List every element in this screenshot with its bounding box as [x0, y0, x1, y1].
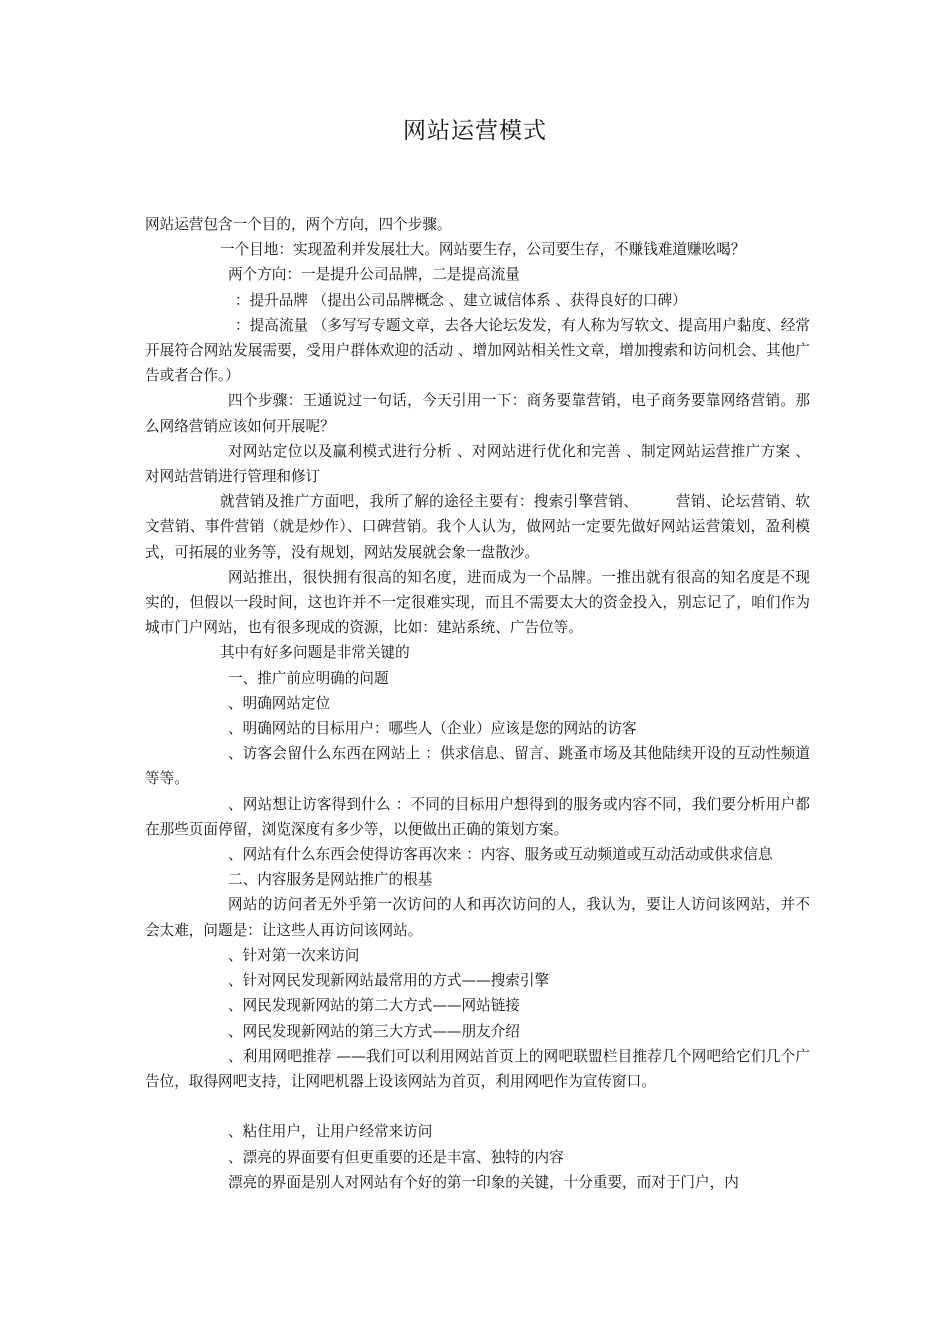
paragraph: 两个方向：一是提升公司品牌，二是提高流量	[228, 266, 520, 284]
paragraph: 、针对网民发现新网站最常用的方式——搜索引擎	[228, 972, 550, 990]
blank-line	[145, 1094, 810, 1119]
paragraph: 二、内容服务是网站推广的根基	[228, 871, 433, 889]
paragraph: 、漂亮的界面要有但更重要的还是丰富、独特的内容	[228, 1148, 564, 1166]
paragraph: 、网民发现新网站的第二大方式——网站链接	[228, 997, 520, 1015]
paragraph: 、明确网站定位	[228, 694, 331, 712]
paragraph: 一、推广前应明确的问题	[228, 669, 389, 687]
paragraph: ：提升品牌 （提出公司品牌概念 、建立诚信体系 、获得良好的口碑）	[235, 291, 687, 309]
paragraph: ：提高流量 （多写写专题文章，去各大论坛发发，有人称为写软文、提高用户黏度、经常开展符合网站发展需要，受用户群体欢迎的活动 、增加网站相关性文章，增加搜索和访问机会、其他广告或者合作。）	[145, 316, 810, 385]
paragraph: 网站推出，很快拥有很高的知名度，进而成为一个品牌。一推出就有很高的知名度是不现实的，但假以一段时间，这也许并不一定很难实现，而且不需要太大的资金投入，别忘记了，咱们作为城市门户网站，也有很多现成的资源，比如：建站系统、广告位等。	[145, 568, 810, 637]
paragraph: 、访客会留什么东西在网站上 ：供求信息、留言、跳蚤市场及其他陆续开设的互动性频道等等。	[145, 745, 810, 788]
paragraph: 网站运营包含一个目的，两个方向，四个步骤。	[145, 216, 452, 233]
document-title: 网站运营模式	[403, 118, 547, 144]
paragraph: 对网站定位以及赢利模式进行分析 、对网站进行优化和完善 、制定网站运营推广方案 、对网站营销进行管理和修订	[145, 442, 810, 486]
paragraph: 网站的访问者无外乎第一次访问的人和再次访问的人，我认为，要让人访问该网站，并不会太难，问题是：让这些人再访问该网站。	[145, 896, 810, 939]
paragraph: 、网站有什么东西会使得访客再次来 ：内容、服务或互动频道或互动活动或供求信息	[228, 846, 773, 864]
paragraph: 其中有好多问题是非常关键的	[220, 644, 410, 662]
paragraph: 一个目地：实现盈利并发展壮大。网站要生存，公司要生存，不赚钱难道赚吆喝？	[220, 241, 746, 259]
paragraph: 、网民发现新网站的第三大方式——朋友介绍	[228, 1022, 520, 1040]
paragraph: 、明确网站的目标用户：哪些人（企业）应该是您的网站的访客	[228, 720, 637, 738]
paragraph: 漂亮的界面是别人对网站有个好的第一印象的关键，十分重要，而对于门户，内	[228, 1173, 739, 1191]
paragraph: 四个步骤：王通说过一句话，今天引用一下：商务要靠营销，电子商务要靠网络营销。那么网络营销应该如何开展呢？	[145, 392, 810, 435]
paragraph: 、针对第一次来访问	[228, 946, 360, 964]
paragraph: 、粘住用户，让用户经常来访问	[228, 1123, 433, 1141]
paragraph: 、网站想让访客得到什么 ：不同的目标用户想得到的服务或内容不同，我们要分析用户都在那些页面停留，浏览深度有多少等，以便做出正确的策划方案。	[145, 795, 810, 838]
paragraph: 就营销及推广方面吧，我所了解的途径主要有：搜索引擎营销、 营销、论坛营销、软文营销、事件营销（就是炒作）、口碑营销。我个人认为，做网站一定要先做好网站运营策划，盈利模式，可拓展的业务等，没有规划，网站发展就会象一盘散沙。	[145, 493, 810, 561]
paragraph: 、利用网吧推荐 ——我们可以利用网站首页上的网吧联盟栏目推荐几个网吧给它们几个广告位，取得网吧支持，让网吧机器上设该网站为首页，利用网吧作为宣传窗口。	[145, 1047, 810, 1090]
document-body	[145, 212, 810, 1195]
